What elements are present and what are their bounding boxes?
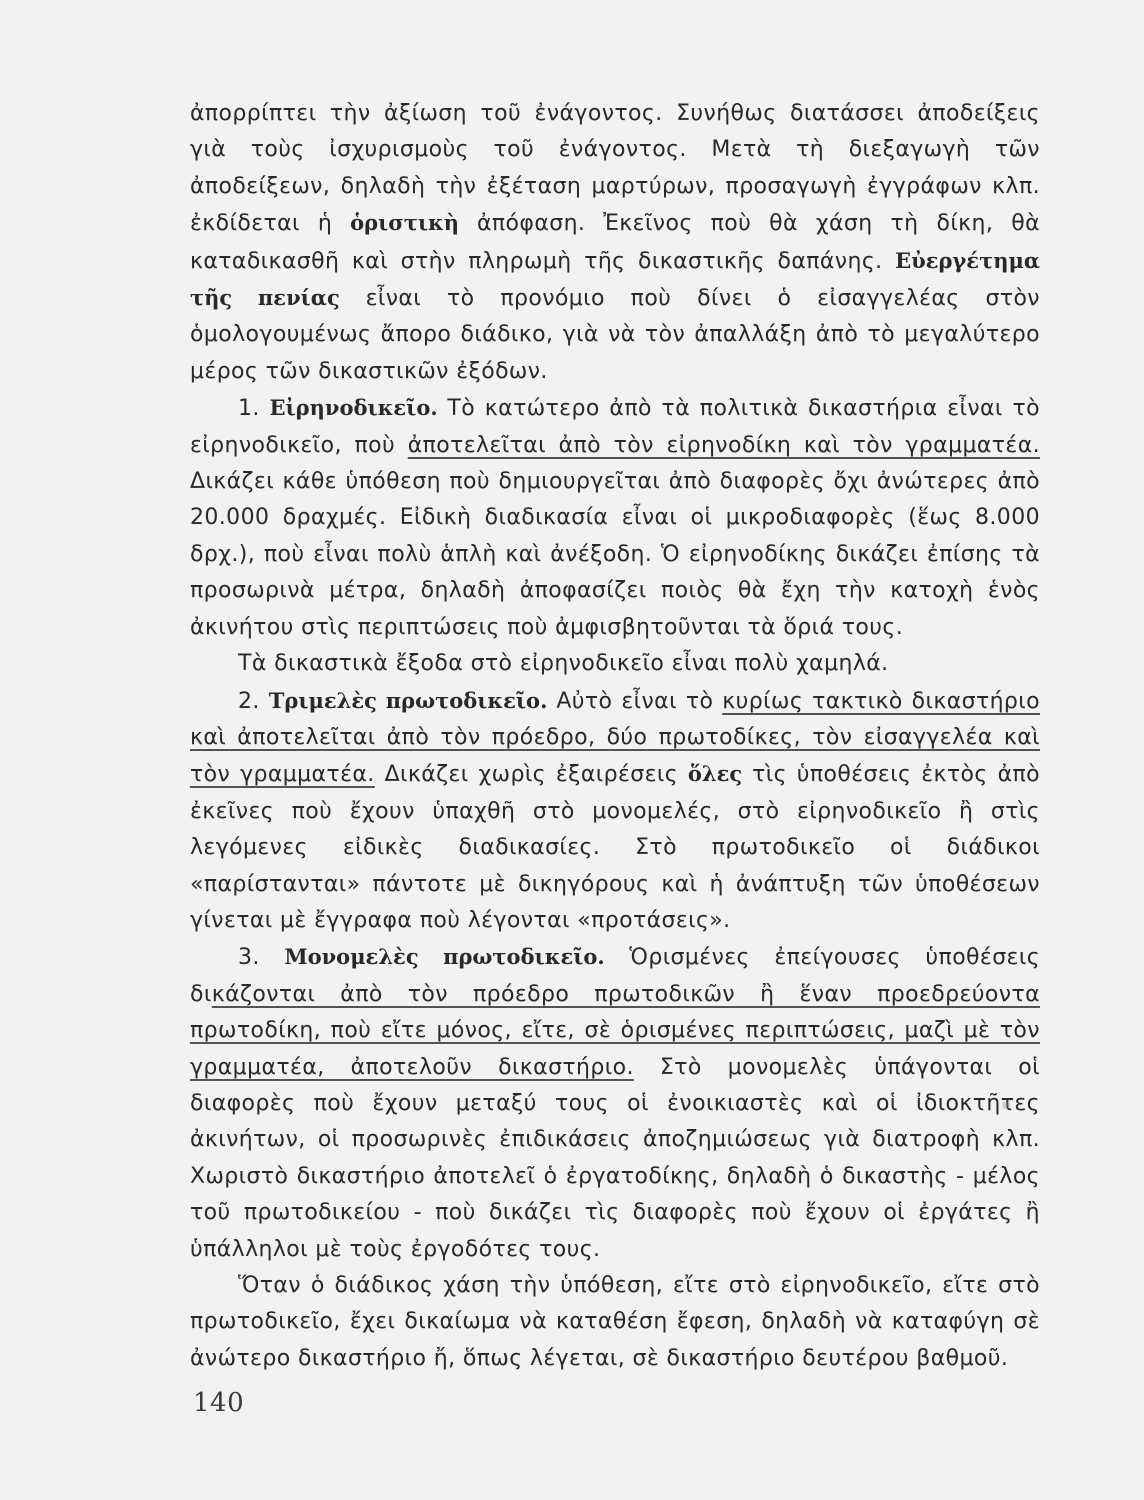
bold-term: Εὐεργέτημα τῆς πενίας xyxy=(190,247,1040,311)
bold-term: ὅλες xyxy=(687,761,743,787)
text-run: ἀπόφαση. Ἐκεῖνος ποὺ θὰ χάση τὴ δίκη, θὰ καταδικασθῆ καὶ στὴν πληρωμὴ τῆς δικαστικῆς δαπάνης. xyxy=(190,211,1040,274)
paragraph-eirinodikeio xyxy=(190,390,1040,646)
underlined-text: κάζονται ἀπὸ τὸν πρόεδρο πρωτοδικῶν ἢ ἕναν προεδρεύοντα πρωτοδίκη, ποὺ εἴτε μόνος, εἴτε, σὲ ὁρισμένες περιπτώσεις, μαζὶ μὲ τὸν γραμματέα, ἀποτελοῦν δικαστήριο. xyxy=(190,981,1040,1080)
bold-term: ὁριστικὴ xyxy=(350,210,460,236)
underlined-text: κυρίως τακτικὸ δικαστήριο καὶ ἀποτελεῖται ἀπὸ τὸν πρόεδρο, δύο πρωτοδίκες, τὸν εἰσαγγελέα καὶ τὸν γραμματέα. xyxy=(190,688,1041,788)
section-heading: Τριμελὲς πρωτοδικεῖο. xyxy=(268,687,548,713)
text-run: Ὅταν ὁ διάδικος χάση τὴν ὑπόθεση, εἴτε στὸ εἰρηνοδικεῖο, εἴτε στὸ πρωτοδικεῖο, ἔχει δικαίωμα νὰ καταθέση ἔφεση, δηλαδὴ νὰ καταφύγη σὲ ἀνώτερο δικαστήριο ἤ, ὅπως λέγεται, σὲ δικαστήριο δευτέρου βαθμοῦ. xyxy=(190,1273,1040,1371)
list-number: 2. xyxy=(238,688,269,714)
text-run: τὶς ὑποθέσεις ἐκτὸς ἀπὸ ἐκεῖνες ποὺ ἔχουν ὑπαχθῆ στὸ μονομελές, στὸ εἰρηνοδικεῖο ἢ στὶς λεγόμενες εἰδικὲς διαδικασίες. Στὸ πρωτοδικεῖο οἱ διάδικοι «παρίστανται» πάντοτε μὲ δικηγόρους καὶ ἡ ἀνάπτυξη τῶν ὑποθέσεων γίνεται μὲ ἔγγραφα ποὺ λέγονται «προτάσεις». xyxy=(190,762,1040,933)
text-run: Αὐτὸ εἶναι τὸ xyxy=(547,688,723,714)
paragraph-continuation xyxy=(190,96,1040,390)
text-run: Στὸ μονομελὲς ὑπάγονται οἱ διαφορὲς ποὺ ἔχουν μεταξύ τους οἱ ἐνοικιαστὲς καὶ οἱ ἰδιοκτῆτες ἀκινήτων, οἱ προσωρινὲς ἐπιδικάσεις ἀποζημιώσεως γιὰ διατροφὴ κλπ. Χωριστὸ δικαστήριο ἀποτελεῖ ὁ ἐργατοδίκης, δηλαδὴ ὁ δικαστὴς - μέλος τοῦ πρωτοδικείου - ποὺ δικάζει τὶς διαφορὲς ποὺ ἔχουν οἱ ἐργάτες ἢ ὑπάλληλοι μὲ τοὺς ἐργοδότες τους. xyxy=(190,1054,1040,1262)
text-run: Τὸ κατώτερο ἀπὸ τὰ πολιτικὰ δικαστήρια εἶναι τὸ εἰρηνοδικεῖο, ποὺ xyxy=(190,396,1040,458)
page-body-text xyxy=(190,96,1040,1377)
text-run: εἶναι τὸ προνόμιο ποὺ δίνει ὁ εἰσαγγελέας στὸν ὁμολογουμένως ἄπορο διάδικο, γιὰ νὰ τὸν ἀπαλλάξη ἀπὸ τὸ μεγαλύτερο μέρος τῶν δικαστικῶν ἐξόδων. xyxy=(190,286,1040,384)
paragraph-appeal xyxy=(190,1268,1040,1377)
underlined-text: ἀποτελεῖται ἀπὸ τὸν εἰρηνοδίκη καὶ τὸν γραμματέα. xyxy=(407,432,1040,458)
section-heading: Μονομελὲς πρωτοδικεῖο. xyxy=(284,944,605,970)
text-run: Δικάζει χωρὶς ἐξαιρέσεις xyxy=(374,762,688,788)
text-run: ἀπορρίπτει τὴν ἀξίωση τοῦ ἐνάγοντος. Συνήθως διατάσσει ἀποδείξεις γιὰ τοὺς ἰσχυρισμοὺς τοῦ ἐνάγοντος. Μετὰ τὴ διεξαγωγὴ τῶν ἀποδείξεων, δηλαδὴ τὴν ἐξέταση μαρτύρων, προσαγωγὴ ἐγγράφων κλπ. ἐκδίδεται ἡ xyxy=(190,101,1040,237)
list-number: 3. xyxy=(238,945,285,971)
paragraph-trimeles xyxy=(190,683,1040,940)
text-run: Δικάζει κάθε ὑπόθεση ποὺ δημιουργεῖται ἀπὸ διαφορὲς ὄχι ἀνώτερες ἀπὸ 20.000 δραχμές. Εἰδικὴ διαδικασία εἶναι οἱ μικροδιαφορὲς (ἕως 8.000 δρχ.), ποὺ εἶναι πολὺ ἁπλὴ καὶ ἀνέξοδη. Ὁ εἰρηνοδίκης δικάζει ἐπίσης τὰ προσωρινὰ μέτρα, δηλαδὴ ἀποφασίζει ποιὸς θὰ ἔχη τὴν κατοχὴ ἑνὸς ἀκινήτου στὶς περιπτώσεις ποὺ ἀμφισβητοῦνται τὰ ὅριά τους. xyxy=(190,469,1040,640)
section-heading: Εἰρηνοδικεῖο. xyxy=(269,395,438,421)
text-run: Ὁρισμένες ἐπείγουσες ὑποθέσεις δι xyxy=(190,945,1041,1007)
page-number: 140 xyxy=(193,1388,245,1418)
list-number: 1. xyxy=(238,396,270,422)
text-run: Τὰ δικαστικὰ ἔξοδα στὸ εἰρηνοδικεῖο εἶναι πολὺ χαμηλά. xyxy=(238,651,889,677)
paragraph-costs xyxy=(190,646,1040,682)
paragraph-monomeles xyxy=(190,939,1040,1268)
